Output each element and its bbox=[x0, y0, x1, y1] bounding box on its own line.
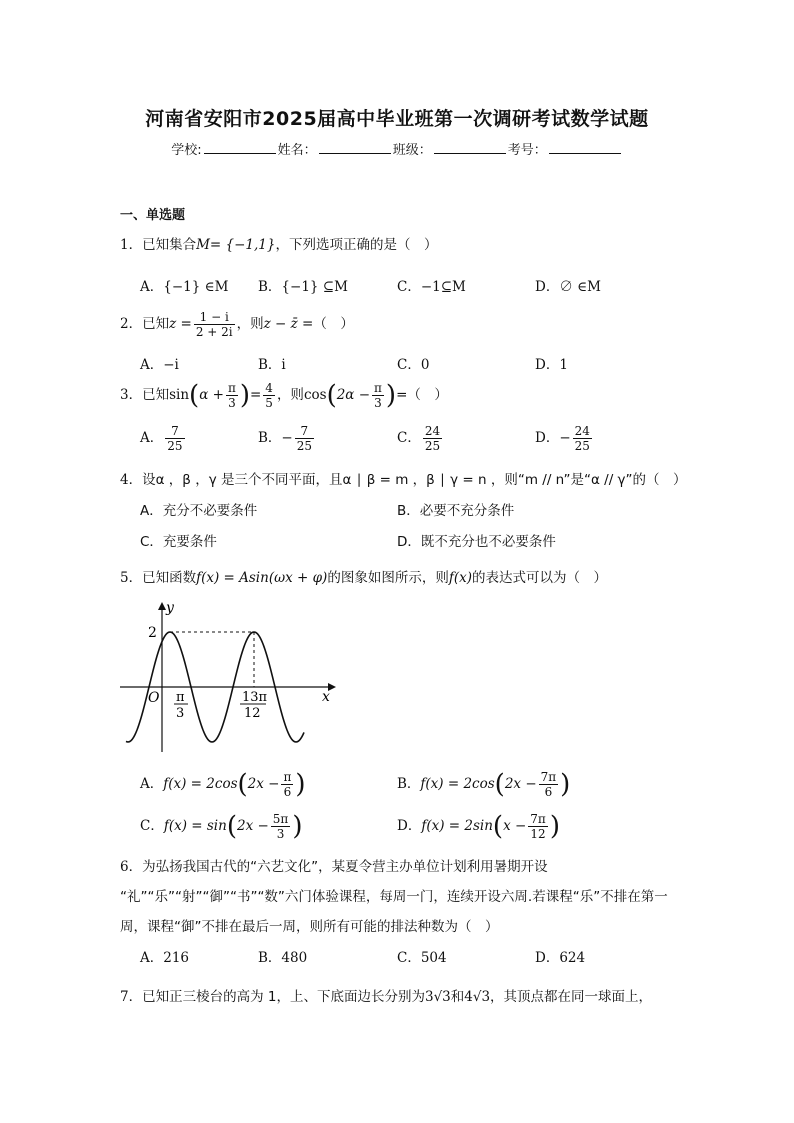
question-number: 4． bbox=[120, 472, 143, 488]
tick-label-numerator: π bbox=[176, 690, 185, 705]
function-graph bbox=[118, 598, 338, 758]
option-b[interactable]: B．f(x) = 2cos(2x − $\frac{7\pi}{6}$ ) bbox=[397, 769, 571, 800]
fraction bbox=[295, 424, 314, 453]
question-4 bbox=[120, 468, 687, 488]
denominator: 25 bbox=[424, 439, 441, 453]
fraction bbox=[281, 770, 293, 799]
option-c[interactable]: C．504 bbox=[397, 950, 447, 966]
question-7 bbox=[120, 985, 652, 1005]
fraction bbox=[165, 424, 184, 453]
denominator: 3 bbox=[374, 396, 382, 410]
fraction bbox=[194, 310, 235, 339]
question-stem: 已知正三棱台的高为 1，上、下底面边长分别为 bbox=[142, 989, 425, 1005]
math-expression: z = bbox=[169, 316, 192, 332]
fraction bbox=[271, 812, 291, 841]
numerator: π bbox=[374, 381, 382, 395]
option-c[interactable]: C．f(x) = sin(2x − $\frac{5\pi}{3}$ ) bbox=[140, 811, 303, 842]
tick-label-denominator: 3 bbox=[176, 706, 185, 721]
name-label: 姓名： bbox=[277, 143, 317, 158]
option-a[interactable]: A．f(x) = 2cos(2x − $\frac{\pi}{6}$ ) bbox=[140, 769, 306, 800]
option-b[interactable]: B．480 bbox=[258, 950, 308, 966]
sign: − bbox=[281, 430, 293, 446]
option-c[interactable] bbox=[397, 424, 444, 453]
denominator: 25 bbox=[574, 439, 590, 453]
equals-sign: = bbox=[249, 387, 262, 403]
option-d[interactable]: D．1 bbox=[535, 357, 568, 373]
student-info-line bbox=[0, 139, 794, 158]
question-6 bbox=[120, 855, 548, 875]
numerator: 7π bbox=[540, 770, 557, 784]
question-number: 6． bbox=[120, 859, 143, 875]
class-label: 班级： bbox=[392, 143, 432, 158]
function-expr: f(x) = 2cos bbox=[420, 776, 495, 792]
option-c[interactable]: C．充要条件 bbox=[140, 534, 217, 550]
fraction bbox=[372, 381, 384, 410]
numerator: 24 bbox=[574, 424, 590, 438]
question-number: 5． bbox=[120, 570, 143, 586]
question-stem: 和 bbox=[450, 989, 465, 1005]
option-label: B． bbox=[397, 776, 421, 792]
numerator: 5π bbox=[272, 812, 289, 826]
option-a[interactable] bbox=[140, 424, 187, 453]
fraction bbox=[539, 770, 559, 799]
option-label: D． bbox=[535, 430, 560, 446]
option-c[interactable]: C．0 bbox=[397, 357, 430, 373]
radical-expr: 4√3 bbox=[464, 989, 491, 1005]
fraction bbox=[423, 424, 442, 453]
denominator: 6 bbox=[544, 785, 553, 799]
option-b[interactable]: B．必要不充分条件 bbox=[397, 503, 515, 519]
question-stem: （ ） bbox=[313, 316, 354, 332]
option-b[interactable]: B．{−1} ⊆M bbox=[258, 279, 348, 295]
section-heading: 一、单选题 bbox=[120, 208, 186, 223]
option-c[interactable]: C．−1⊆M bbox=[397, 279, 466, 295]
question-number: 7． bbox=[120, 989, 143, 1005]
class-blank[interactable] bbox=[434, 141, 506, 154]
numerator: π bbox=[227, 381, 236, 395]
question-stem: ，其顶点都在同一球面上， bbox=[490, 989, 653, 1005]
numerator: 1 − i bbox=[194, 310, 235, 325]
question-stem-line: “礼”“乐”“射”“御”“书”“数”六门体验课程，每周一门，连续开设六周.若课程“乐”不排在第一 bbox=[120, 889, 668, 905]
option-a[interactable]: A．−i bbox=[140, 357, 179, 373]
denominator: 6 bbox=[283, 785, 292, 799]
math-expression: M= {−1,1} bbox=[196, 237, 276, 253]
y-axis-label: y bbox=[166, 600, 174, 616]
option-a[interactable]: A．216 bbox=[140, 950, 190, 966]
radical-expr: 3√3 bbox=[424, 989, 451, 1005]
numerator: 7 bbox=[165, 424, 184, 439]
argument-expr: x − bbox=[503, 818, 527, 834]
fraction bbox=[573, 424, 592, 453]
argument-expr: 2x − bbox=[247, 776, 280, 792]
question-stem: ，下列选项正确的是（ ） bbox=[275, 237, 438, 253]
question-stem: 已知集合 bbox=[142, 237, 197, 253]
page-title: 河南省安阳市2025届高中毕业班第一次调研考试数学试题 bbox=[145, 108, 649, 130]
question-stem-line: 为弘扬我国古代的“六艺文化”，某夏令营主办单位计划利用暑期开设 bbox=[142, 859, 548, 875]
numerator: 7 bbox=[295, 424, 314, 439]
question-stem-line: 周，课程“御”不排在最后一周，则所有可能的排法种数为（ ） bbox=[120, 919, 499, 935]
function-expr: f(x) = sin bbox=[163, 818, 227, 834]
x-axis-label: x bbox=[322, 689, 330, 705]
question-number: 3． bbox=[120, 387, 143, 403]
question-stem: =（ ） bbox=[396, 387, 448, 403]
question-stem: 设α ，β ，γ 是三个不同平面，且α ∣ β = m ，β ∣ γ = n ，则“m // n”是“α // γ”的（ ） bbox=[142, 472, 687, 488]
denominator: 5 bbox=[265, 396, 273, 410]
fraction bbox=[226, 381, 238, 410]
question-stem: ，则 bbox=[236, 316, 264, 332]
question-stem: 已知 bbox=[142, 316, 170, 332]
fraction bbox=[528, 812, 548, 841]
option-d[interactable]: D．既不充分也不必要条件 bbox=[397, 534, 556, 550]
math-expression: f(x) bbox=[448, 570, 472, 586]
sin-fn: sin bbox=[169, 387, 190, 403]
option-d[interactable]: D．624 bbox=[535, 950, 586, 966]
option-a[interactable]: A．充分不必要条件 bbox=[140, 503, 258, 519]
question-number: 1． bbox=[120, 237, 143, 253]
numerator: 24 bbox=[424, 424, 441, 438]
numerator: π bbox=[283, 770, 292, 784]
denominator: 3 bbox=[228, 396, 236, 410]
math-expression: f(x) = Asin(ωx + φ) bbox=[196, 570, 328, 586]
name-blank[interactable] bbox=[319, 141, 391, 154]
option-b[interactable] bbox=[258, 424, 316, 453]
question-number: 2． bbox=[120, 316, 143, 332]
option-a[interactable]: A．{−1} ∈M bbox=[140, 279, 229, 295]
math-expression: z − z̄ = bbox=[263, 316, 314, 332]
sign: − bbox=[559, 430, 571, 446]
function-expr: f(x) = 2sin bbox=[421, 818, 493, 834]
question-stem: 已知函数 bbox=[142, 570, 197, 586]
y-axis-arrow-icon bbox=[158, 602, 166, 610]
option-d[interactable]: D．f(x) = 2sin(x − $\frac{7\pi}{12}$ ) bbox=[397, 811, 560, 842]
question-1 bbox=[120, 233, 437, 253]
peak-value-label: 2 bbox=[148, 625, 157, 641]
fraction bbox=[263, 381, 275, 410]
function-expr: f(x) = 2cos bbox=[163, 776, 238, 792]
question-3: 3．已知sin(α + $\frac{\pi}{3}$ )= $\frac{4}{5}$ ，则cos(2α − $\frac{\pi}{3}$ )=（ ） bbox=[120, 380, 448, 411]
school-blank[interactable] bbox=[204, 141, 276, 154]
denominator: 25 bbox=[296, 439, 313, 453]
option-label: A． bbox=[140, 776, 164, 792]
option-b[interactable]: B．i bbox=[258, 357, 286, 373]
question-2 bbox=[120, 310, 354, 339]
question-5 bbox=[120, 566, 607, 586]
question-stem: ，则 bbox=[276, 387, 304, 403]
denominator: 25 bbox=[167, 439, 183, 453]
math-expression: 2α − bbox=[336, 387, 371, 403]
math-expression: α + bbox=[199, 387, 224, 403]
denominator: 2 + 2i bbox=[195, 325, 233, 339]
option-label: A． bbox=[140, 430, 164, 446]
tick-label-numerator: 13π bbox=[242, 690, 268, 705]
option-label: D． bbox=[397, 818, 422, 834]
numerator: 4 bbox=[265, 381, 273, 395]
option-label: C． bbox=[397, 430, 421, 446]
option-d[interactable] bbox=[535, 424, 594, 453]
question-stem: 已知 bbox=[142, 387, 170, 403]
numerator: 7π bbox=[530, 812, 546, 826]
option-d[interactable]: D．∅ ∈M bbox=[535, 279, 601, 295]
origin-label: O bbox=[148, 690, 160, 706]
option-label: C． bbox=[140, 818, 164, 834]
id-label: 考号： bbox=[507, 143, 547, 158]
cos-fn: cos bbox=[303, 387, 327, 403]
question-stem: 的图象如图所示，则 bbox=[327, 570, 449, 586]
question-stem: 的表达式可以为（ ） bbox=[471, 570, 607, 586]
argument-expr: 2x − bbox=[504, 776, 537, 792]
denominator: 3 bbox=[276, 827, 285, 841]
denominator: 12 bbox=[530, 827, 546, 841]
tick-label-denominator: 12 bbox=[244, 706, 261, 721]
school-label: 学校: bbox=[171, 143, 202, 158]
id-blank[interactable] bbox=[549, 141, 621, 154]
argument-expr: 2x − bbox=[236, 818, 269, 834]
option-label: B． bbox=[258, 430, 282, 446]
